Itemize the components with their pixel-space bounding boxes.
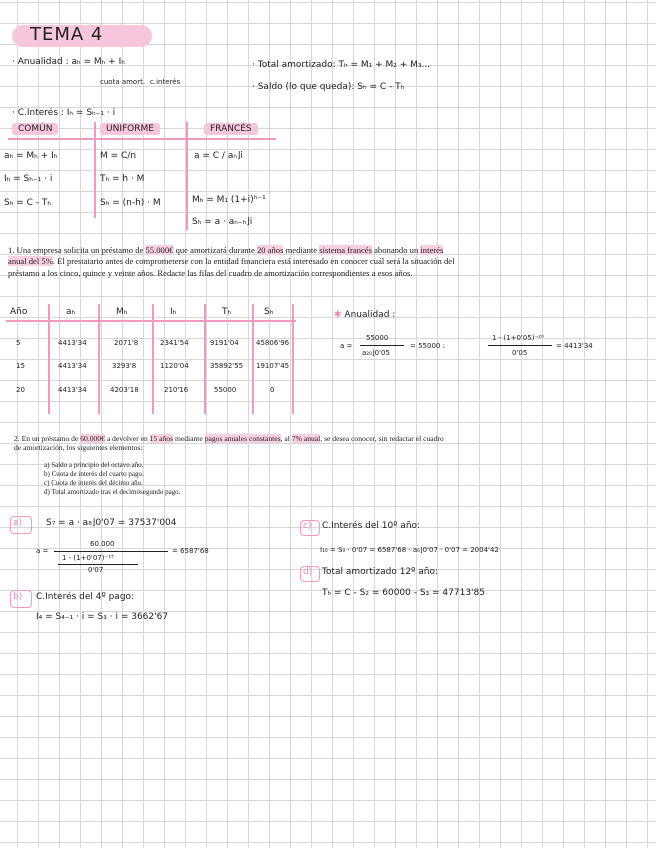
anualidad-label	[334, 310, 395, 320]
header-frances: FRANCÉS	[204, 123, 258, 135]
anualidad-definition: · Anualidad : aₕ = Mₕ + Iₕ	[12, 57, 125, 67]
answer-a-result: = 6587'68	[172, 547, 209, 555]
table-cell: 35892'55	[210, 362, 244, 370]
answer-a-line1: S₇ = a · a₈⌋0'07 = 37537'004	[46, 518, 177, 528]
header-uniforme: UNIFORME	[100, 123, 160, 135]
comun-formula-3: Sₕ = C - Tₕ	[4, 198, 52, 208]
problem-2-rate: 7% anual	[291, 434, 321, 443]
frances-formula-1: a = C / aₙ⌋i	[194, 151, 243, 161]
problem-2-item-d: d) Total amortizado tras el decimosegundo pago.	[44, 488, 181, 496]
anualidad-numerator: 55000	[366, 334, 389, 342]
problem-2-number: 2.	[14, 434, 20, 443]
problem-1-text: abonando un	[371, 245, 421, 255]
bullet-icon: ✱	[334, 310, 345, 320]
problem-2-text: , se desea conocer, sin redactar el cuadro de amortización, los siguientes elementos:	[14, 434, 444, 453]
anualidad-eq-mid: = 55000 :	[410, 342, 445, 350]
problem-2-item-a: a) Saldo a principio del octavo año.	[44, 461, 144, 469]
problem-1-statement	[8, 245, 462, 279]
problem-2-payments: pagos anuales constantes	[204, 434, 281, 443]
anualidad-a-eq: a =	[340, 342, 353, 350]
problem-2-amount: 60.000€	[80, 434, 105, 443]
anualidad-label-text: Anualidad :	[344, 310, 396, 320]
problem-2-text: mediante	[173, 434, 205, 443]
answer-a-a-eq: a =	[36, 547, 49, 555]
anualidad-frac2-denominator: 0'05	[512, 349, 528, 357]
cuota-amort-note: cuota amort.	[100, 78, 146, 86]
answer-b-line: I₄ = S₄₋₁ · i = S₃ · i = 3662'67	[36, 612, 169, 622]
c-interes-definition: · C.Interés : Iₕ = Sₕ₋₁ · i	[12, 108, 116, 118]
problem-2-item-b: b) Cuota de interés del cuarto pago.	[44, 470, 144, 478]
answer-a-label: a)	[13, 518, 23, 528]
header-comun: COMÚN	[12, 123, 58, 135]
problem-1-text: mediante	[283, 245, 320, 255]
table-cell: 210'16	[164, 386, 189, 394]
anualidad-result: = 4413'34	[556, 342, 593, 350]
col-header-m: Mₕ	[116, 307, 128, 317]
problem-2-statement	[14, 434, 444, 452]
problem-1-text: que amortizará durante	[173, 245, 257, 255]
answer-c-line: I₁₀ = S₉ · 0'07 = 6587'68 · a₆⌋0'07 · 0'07 = 2004'42	[320, 546, 499, 554]
problem-1-text: . El prestatario antes de comprometerse con la entidad financiera está interesado en conocer cuál será la situación del préstamo a los cinco, quince y veinte años. Redacte las filas del cuadro de amortización correspondientes a esos años.	[8, 256, 455, 278]
table-cell: 15	[16, 362, 25, 370]
frances-formula-2: Mₕ = M₁ (1+i)ʰ⁻¹	[192, 195, 266, 205]
col-header-ano: Año	[10, 307, 28, 317]
problem-1-number: 1.	[8, 245, 15, 255]
answer-a-den-bot: 0'07	[88, 566, 104, 574]
uniforme-formula-3: Sₕ = (n-h) · M	[100, 198, 161, 208]
table-cell: 55000	[214, 386, 237, 394]
uniforme-formula-2: Tₕ = h · M	[100, 174, 145, 184]
total-amortizado-definition: · Total amortizado: Tₕ = M₁ + M₂ + M₃...	[252, 60, 431, 70]
table-cell: 3293'8	[112, 362, 137, 370]
table-cell: 0	[270, 386, 275, 394]
answer-a-numerator: 60.000	[90, 540, 115, 548]
table-cell: 20	[16, 386, 25, 394]
table-cell: 4413'34	[58, 362, 87, 370]
page-title: TEMA 4	[30, 24, 104, 45]
col-header-s: Sₕ	[264, 307, 274, 317]
comun-formula-1: aₕ = Mₕ + Iₕ	[4, 151, 58, 161]
problem-1-years: 20 años	[256, 245, 284, 255]
cuota-interes-note: c.interés	[150, 78, 181, 86]
answer-a-den-top: 1 - (1+0'07)⁻¹⁵	[62, 554, 114, 562]
problem-2-text: En un préstamo de	[21, 434, 81, 443]
answer-b-label: b)	[13, 592, 23, 602]
col-header-a: aₕ	[66, 307, 76, 317]
answer-b-title: C.Interés del 4º pago:	[36, 592, 135, 602]
anualidad-denominator: a₂₀⌋0'05	[362, 349, 390, 357]
answer-d-title: Total amortizado 12º año:	[322, 567, 439, 577]
table-cell: 9191'04	[210, 339, 239, 347]
saldo-definition: · Saldo (lo que queda): Sₕ = C - Tₕ	[252, 82, 405, 92]
problem-1-text: Una empresa solicita un préstamo de	[16, 245, 146, 255]
table-cell: 45806'96	[256, 339, 290, 347]
col-header-t: Tₕ	[222, 307, 232, 317]
anualidad-frac2-numerator: 1 - (1+0'05)⁻²⁰	[492, 334, 544, 342]
uniforme-formula-1: M = C/n	[100, 151, 137, 161]
problem-1-rate: interés anual del 5%	[8, 245, 444, 267]
answer-d-label: d)	[303, 567, 313, 577]
table-cell: 2071'8	[114, 339, 139, 347]
table-cell: 5	[16, 339, 21, 347]
col-header-i: Iₕ	[170, 307, 177, 317]
table-cell: 4413'34	[58, 386, 87, 394]
problem-1-amount: 55.000€	[145, 245, 174, 255]
problem-1-system: sistema francés	[319, 245, 372, 255]
table-cell: 19107'45	[256, 362, 290, 370]
problem-2-item-c: c) Cuota de interés del décimo año.	[44, 479, 143, 487]
table-cell: 2341'54	[160, 339, 189, 347]
answer-d-line: Tₕ = C - S₂ = 60000 - S₃ = 47713'85	[322, 588, 485, 598]
problem-2-years: 15 años	[149, 434, 174, 443]
table-cell: 1120'04	[160, 362, 189, 370]
answer-c-label: c)	[303, 521, 312, 531]
frances-formula-3: Sₕ = a · aₙ₋ₕ⌋i	[192, 217, 253, 227]
comun-formula-2: Iₕ = Sₕ₋₁ · i	[4, 174, 53, 184]
table-cell: 4413'34	[58, 339, 87, 347]
table-cell: 4203'18	[110, 386, 139, 394]
problem-2-text: , al	[280, 434, 292, 443]
answer-c-title: C.Interés del 10º año:	[322, 521, 421, 531]
problem-2-text: a devolver en	[104, 434, 150, 443]
